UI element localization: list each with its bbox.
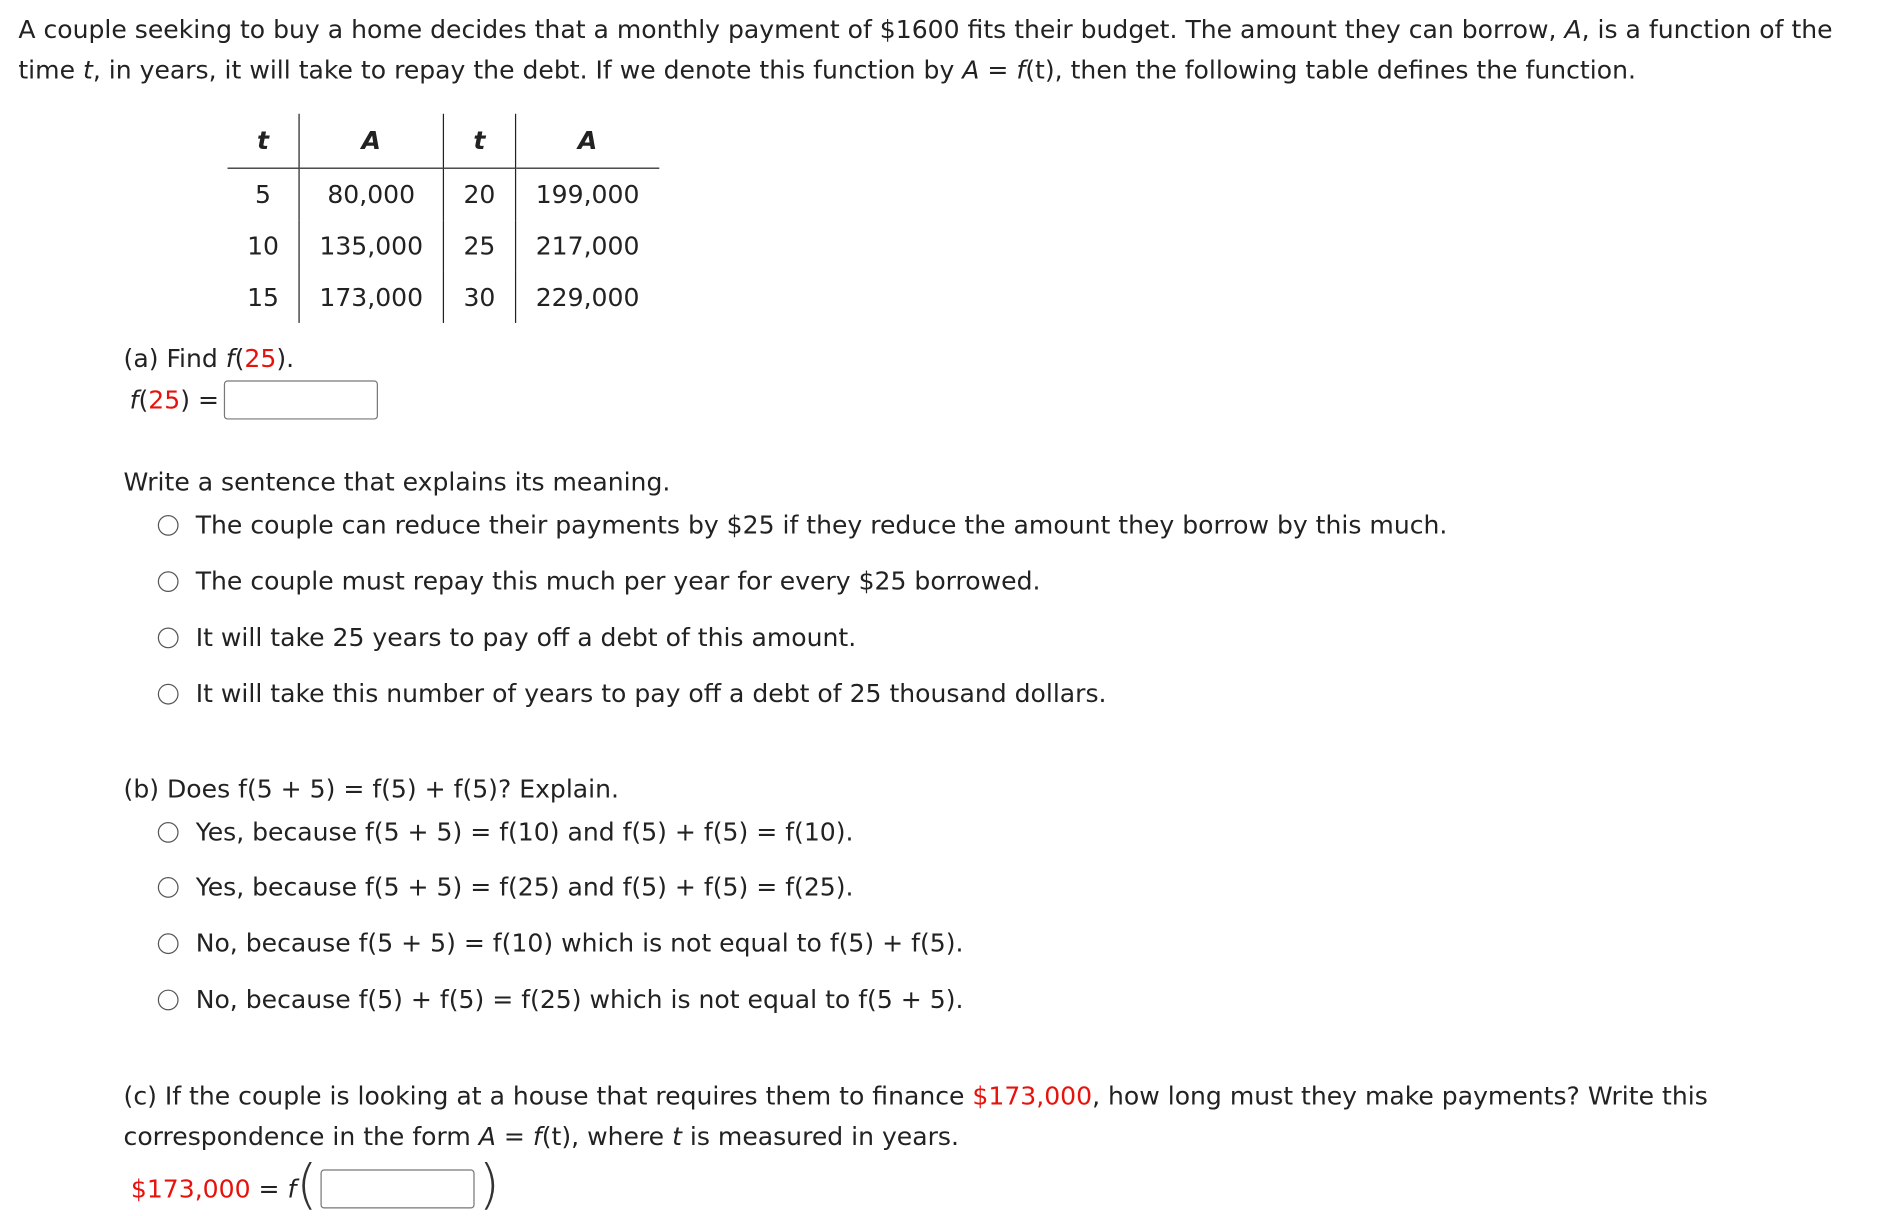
option-label: The couple can reduce their payments by $25 if they reduce the amount they borrow by this much. [195, 510, 1448, 540]
problem-statement [18, 10, 1896, 91]
radio-button[interactable] [158, 627, 179, 648]
table-row [228, 272, 659, 323]
table-cell: 173,000 [299, 272, 443, 323]
part-c-answer-amount: $173,000 [130, 1174, 251, 1204]
intro-text-2: , is a function of the time [18, 14, 1833, 85]
intro-var-t: t [82, 55, 93, 85]
radio-button[interactable] [158, 514, 179, 535]
part-a-option-4[interactable] [158, 675, 1107, 712]
part-a-answer-close: ) [180, 385, 190, 415]
part-c-form-t: (t) [541, 1121, 572, 1152]
part-c-form-eq: = [495, 1121, 533, 1152]
table-header-a2: A [516, 114, 659, 168]
part-a-prompt-text: (a) Find [123, 343, 226, 374]
part-a-option-1[interactable] [158, 506, 1448, 543]
table-header-a1: A [299, 114, 443, 168]
table-cell: 15 [247, 282, 280, 312]
part-c-text-2: , how long must they make payments? Write this correspondence in the form [123, 1081, 1708, 1152]
part-b-option-3[interactable] [158, 925, 964, 962]
part-a-option-2[interactable] [158, 563, 1041, 600]
part-a-answer-eq: = [189, 385, 219, 415]
part-a-option-3[interactable] [158, 619, 856, 656]
intro-formula-a: A [962, 55, 980, 85]
intro-text-4: , then the following table defines the function. [1054, 55, 1636, 85]
part-c-form-f: f [532, 1121, 542, 1152]
function-table [228, 114, 659, 323]
part-a-value: 25 [244, 343, 277, 374]
table-cell: 229,000 [516, 272, 659, 323]
table-cell: 135,000 [299, 220, 443, 271]
part-c-text-3: , where [571, 1121, 673, 1152]
part-c-prompt [124, 1076, 1861, 1157]
radio-button[interactable] [158, 821, 179, 842]
part-c-answer-input[interactable] [321, 1169, 475, 1208]
part-a-answer-f: f [129, 385, 139, 415]
table-cell: 199,000 [516, 168, 659, 220]
table-header-t2: t [443, 114, 515, 168]
part-a-prompt [124, 344, 295, 373]
radio-button[interactable] [158, 933, 179, 954]
table-cell: 217,000 [516, 220, 659, 271]
part-c-amount: $173,000 [972, 1081, 1093, 1111]
part-c-answer-f: f [287, 1174, 297, 1204]
radio-button[interactable] [158, 571, 179, 592]
part-a-answer-open: ( [138, 385, 149, 415]
option-label: No, because f(5 + 5) = f(10) which is not equal to f(5) + f(5). [195, 928, 964, 958]
intro-var-a: A [1564, 14, 1582, 45]
part-b-option-1[interactable] [158, 813, 854, 850]
intro-text-1: A couple seeking to buy a home decides that a monthly payment of $1600 fits their budget. The amount they can borrow, [18, 14, 1565, 45]
radio-button[interactable] [158, 989, 179, 1010]
option-label: Yes, because f(5 + 5) = f(25) and f(5) + f(5) = f(25). [195, 872, 854, 902]
intro-formula-eq: = [979, 55, 1017, 85]
part-c-where-t: t [672, 1121, 682, 1152]
part-a-answer-row [130, 380, 378, 419]
table-header-t1: t [228, 114, 300, 168]
part-c-form-a: A [478, 1121, 496, 1152]
table-header-row [228, 114, 659, 168]
part-a-close: ). [276, 343, 295, 374]
radio-button[interactable] [158, 683, 179, 704]
part-a-open: ( [234, 343, 245, 374]
option-label: The couple must repay this much per year for every $25 borrowed. [195, 566, 1041, 596]
table-cell: 25 [443, 220, 515, 271]
table-cell: 20 [443, 168, 515, 220]
part-a-meaning-prompt: Write a sentence that explains its meaning. [123, 467, 671, 497]
option-label: No, because f(5) + f(5) = f(25) which is not equal to f(5 + 5). [195, 984, 964, 1015]
table-cell: 10 [247, 231, 280, 261]
part-c-text-4: is measured in years. [681, 1121, 959, 1152]
part-c-text-1: (c) If the couple is looking at a house that requires them to finance [123, 1081, 973, 1111]
table-cell: 30 [443, 272, 515, 323]
part-c-answer-eq: = [250, 1174, 288, 1204]
intro-text-3: , in years, it will take to repay the debt. If we denote this function by [92, 55, 963, 85]
option-label: It will take this number of years to pay off a debt of 25 thousand dollars. [195, 678, 1107, 709]
part-a-f: f [225, 343, 235, 374]
intro-formula-t: (t) [1025, 55, 1055, 85]
table-row [228, 220, 659, 271]
part-a-answer-value: 25 [148, 385, 181, 415]
option-label: It will take 25 years to pay off a debt of this amount. [195, 622, 857, 652]
part-c-paren-close: ) [478, 1153, 500, 1216]
part-a-answer-input[interactable] [224, 380, 378, 419]
intro-formula-f: f [1016, 55, 1026, 85]
part-b-prompt: (b) Does f(5 + 5) = f(5) + f(5)? Explain. [123, 774, 620, 804]
table-row [228, 168, 659, 220]
table-cell: 5 [255, 179, 272, 210]
part-c-paren-open: ( [296, 1153, 318, 1216]
radio-button[interactable] [158, 876, 179, 897]
option-label: Yes, because f(5 + 5) = f(10) and f(5) + f(5) = f(10). [195, 817, 854, 847]
part-b-option-2[interactable] [158, 868, 854, 905]
part-b-option-4[interactable] [158, 981, 964, 1018]
table-cell: 80,000 [299, 168, 443, 220]
